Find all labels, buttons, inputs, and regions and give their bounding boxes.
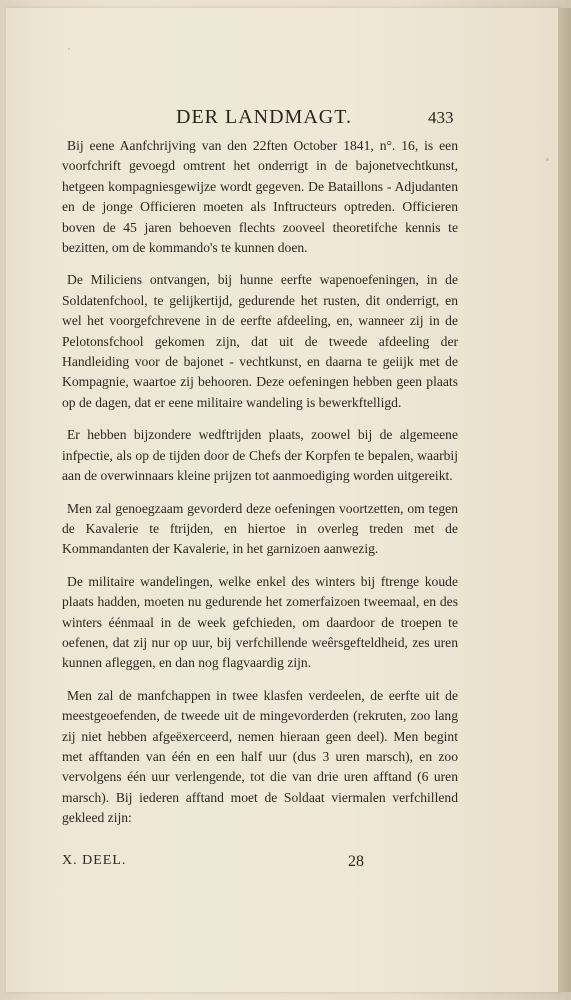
sheet-number: 28 (348, 853, 364, 870)
book-page (6, 8, 558, 992)
paper-spot (546, 158, 549, 161)
paragraph: Men zal genoegzaam gevorderd deze oefeningen voortzetten, om tegen de Kavalerie te ftrijden, en hiertoe in overleg treden met de Kommandanten der Kavalerie, in het garnizoen aanwezig. (62, 500, 458, 557)
page-edge (558, 8, 571, 992)
paragraph: De militaire wandelingen, welke enkel des winters bij ftrenge koude plaats hadden, moeten nu gedurende het zomerfaizoen tweemaal, en des winters éénmaal in de week gefchieden, om daardoor de troepen te oefenen, dat zij nur op uur, bij verfchillende weêrsgefteldheid, zes uren kunnen afleggen, en dan nog flagvaardig zijn. (62, 573, 458, 671)
volume-signature: X. DEEL. (62, 853, 127, 868)
paragraph: Men zal de manfchappen in twee klasfen verdeelen, de eerfte uit de meestgeoefenden, de tweede uit de mingevorderden (rekruten, zoo lang zij niet hebben afgeëxerceerd, nemen hieraan geen deel). Men begint met afftanden van één en een half uur (dus 3 uren marsch), en zoo vervolgens één uur verlengende, tot die van drie uren afftand (6 uren marsch). Bij iederen afftand moet de Soldaat viermalen verfchillend gekleed zijn: (62, 687, 458, 826)
paper-spot (68, 48, 70, 50)
page-number: 433 (428, 108, 454, 127)
paragraph: Bij eene Aanfchrijving van den 22ften October 1841, n°. 16, is een voorfchrift gevoegd omtrent het onderrigt in de bajonetvechtkunst, hetgeen kompagniesgewijze wordt gegeven. De Bataillons - Adjudanten en de jonge Officieren moeten als Inftructeurs optreden. Officieren boven de 45 jaren behoeven flechts zooveel theoretifche kennis te bezitten, om de kommando's te kunnen doen. (62, 138, 458, 256)
page-footer (62, 853, 458, 877)
paragraph: De Miliciens ontvangen, bij hunne eerfte wapenoefeningen, in de Soldatenfchool, te gelijkertijd, gedurende het rusten, dit onderrigt, en wel het voorgefchrevene in de eerfte afdeeling, en, wanneer zij in de Pelotonsfchool gekomen zijn, dat uit de tweede afdeeling der Handleiding voor de bajonet - vechtkunst, en daarna te geiijk met de Kompagnie, waartoe zij behooren. Deze oefeningen hebben geen plaats op de dagen, dat er eene militaire wandeling is bewerkftelligd. (62, 272, 458, 410)
body-text (62, 136, 458, 841)
page-header (6, 106, 558, 130)
paragraph: Er hebben bijzondere wedftrijden plaats, zoowel bij de algemeene infpectie, als op de tijden door de Chefs der Korpfen te bepalen, waarbij aan de overwinnaars kleine prijzen tot aanmoediging worden uitgereikt. (62, 427, 458, 484)
running-head: DER LANDMAGT. (176, 106, 352, 128)
